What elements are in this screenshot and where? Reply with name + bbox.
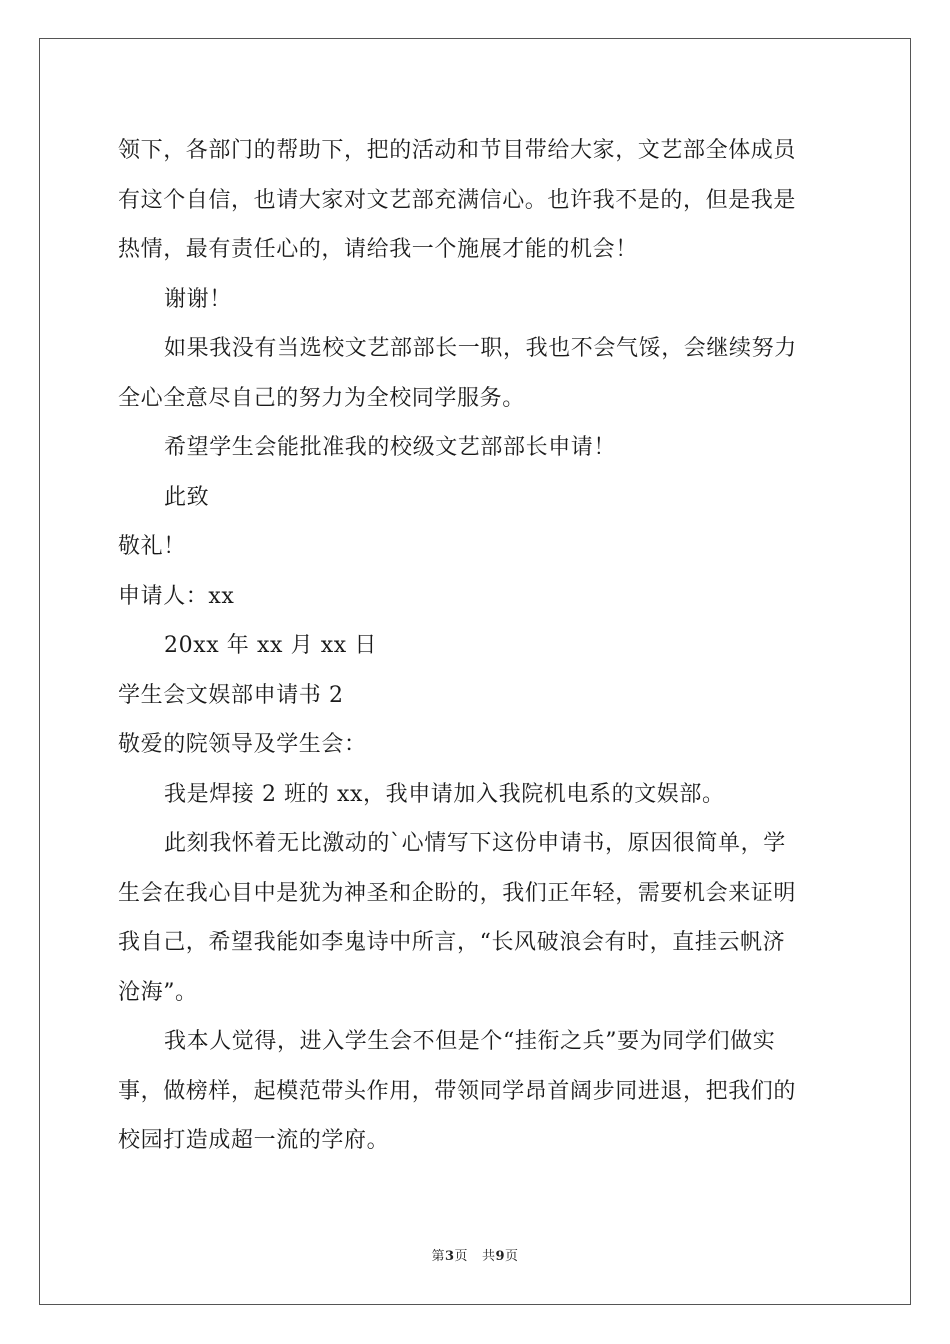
closing-regards: 敬礼！ [118, 534, 186, 559]
text-line: 我自己，希望我能如李鬼诗中所言，“长风破浪会有时，直挂云帆济 [118, 930, 786, 955]
applicant-signature: 申请人：xx [118, 583, 235, 609]
page-prefix: 第 [431, 1249, 445, 1264]
text-line: 全心全意尽自己的努力为全校同学服务。 [118, 385, 525, 411]
total-suffix: 页 [505, 1249, 519, 1264]
text-line: 希望学生会能批准我的校级文艺部部长申请！ [164, 435, 617, 460]
closing-salutation: 此致 [164, 484, 210, 510]
total-page-number: 9 [495, 1249, 506, 1264]
text-line: 校园打造成超一流的学府。 [118, 1128, 390, 1153]
text-line: 谢谢！ [164, 286, 232, 312]
document-body [118, 126, 834, 1166]
text-line: 有这个自信，也请大家对文艺部充满信心。也许我不是的，但是我是 [118, 187, 797, 213]
text-line: 生会在我心目中是犹为神圣和企盼的，我们正年轻，需要机会来证明 [118, 880, 797, 906]
text-line: 我本人觉得，进入学生会不但是个“挂衔之兵”要为同学们做实 [164, 1029, 776, 1054]
text-line: 我是焊接 2 班的 xx，我申请加入我院机电系的文娱部。 [164, 781, 725, 807]
text-line: 此刻我怀着无比激动的`心情写下这份申请书，原因很简单，学 [164, 831, 786, 856]
application-date: 20xx 年 xx 月 xx 日 [164, 633, 378, 658]
total-prefix: 共 [481, 1249, 496, 1264]
section-title: 学生会文娱部申请书 2 [118, 682, 344, 708]
text-line: 如果我没有当选校文艺部部长一职，我也不会气馁，会继续努力 [164, 336, 797, 361]
page-footer [0, 1245, 950, 1264]
page-suffix: 页 [454, 1249, 469, 1264]
text-line: 事，做榜样，起模范带头作用，带领同学昂首阔步同进退，把我们的 [118, 1078, 797, 1104]
greeting: 敬爱的院领导及学生会： [118, 732, 367, 757]
text-line: 热情，最有责任心的，请给我一个施展才能的机会！ [118, 237, 638, 262]
text-line: 沧海”。 [118, 979, 198, 1005]
text-line: 领下，各部门的帮助下，把的活动和节目带给大家，文艺部全体成员 [118, 138, 797, 163]
current-page-number: 3 [444, 1249, 455, 1264]
